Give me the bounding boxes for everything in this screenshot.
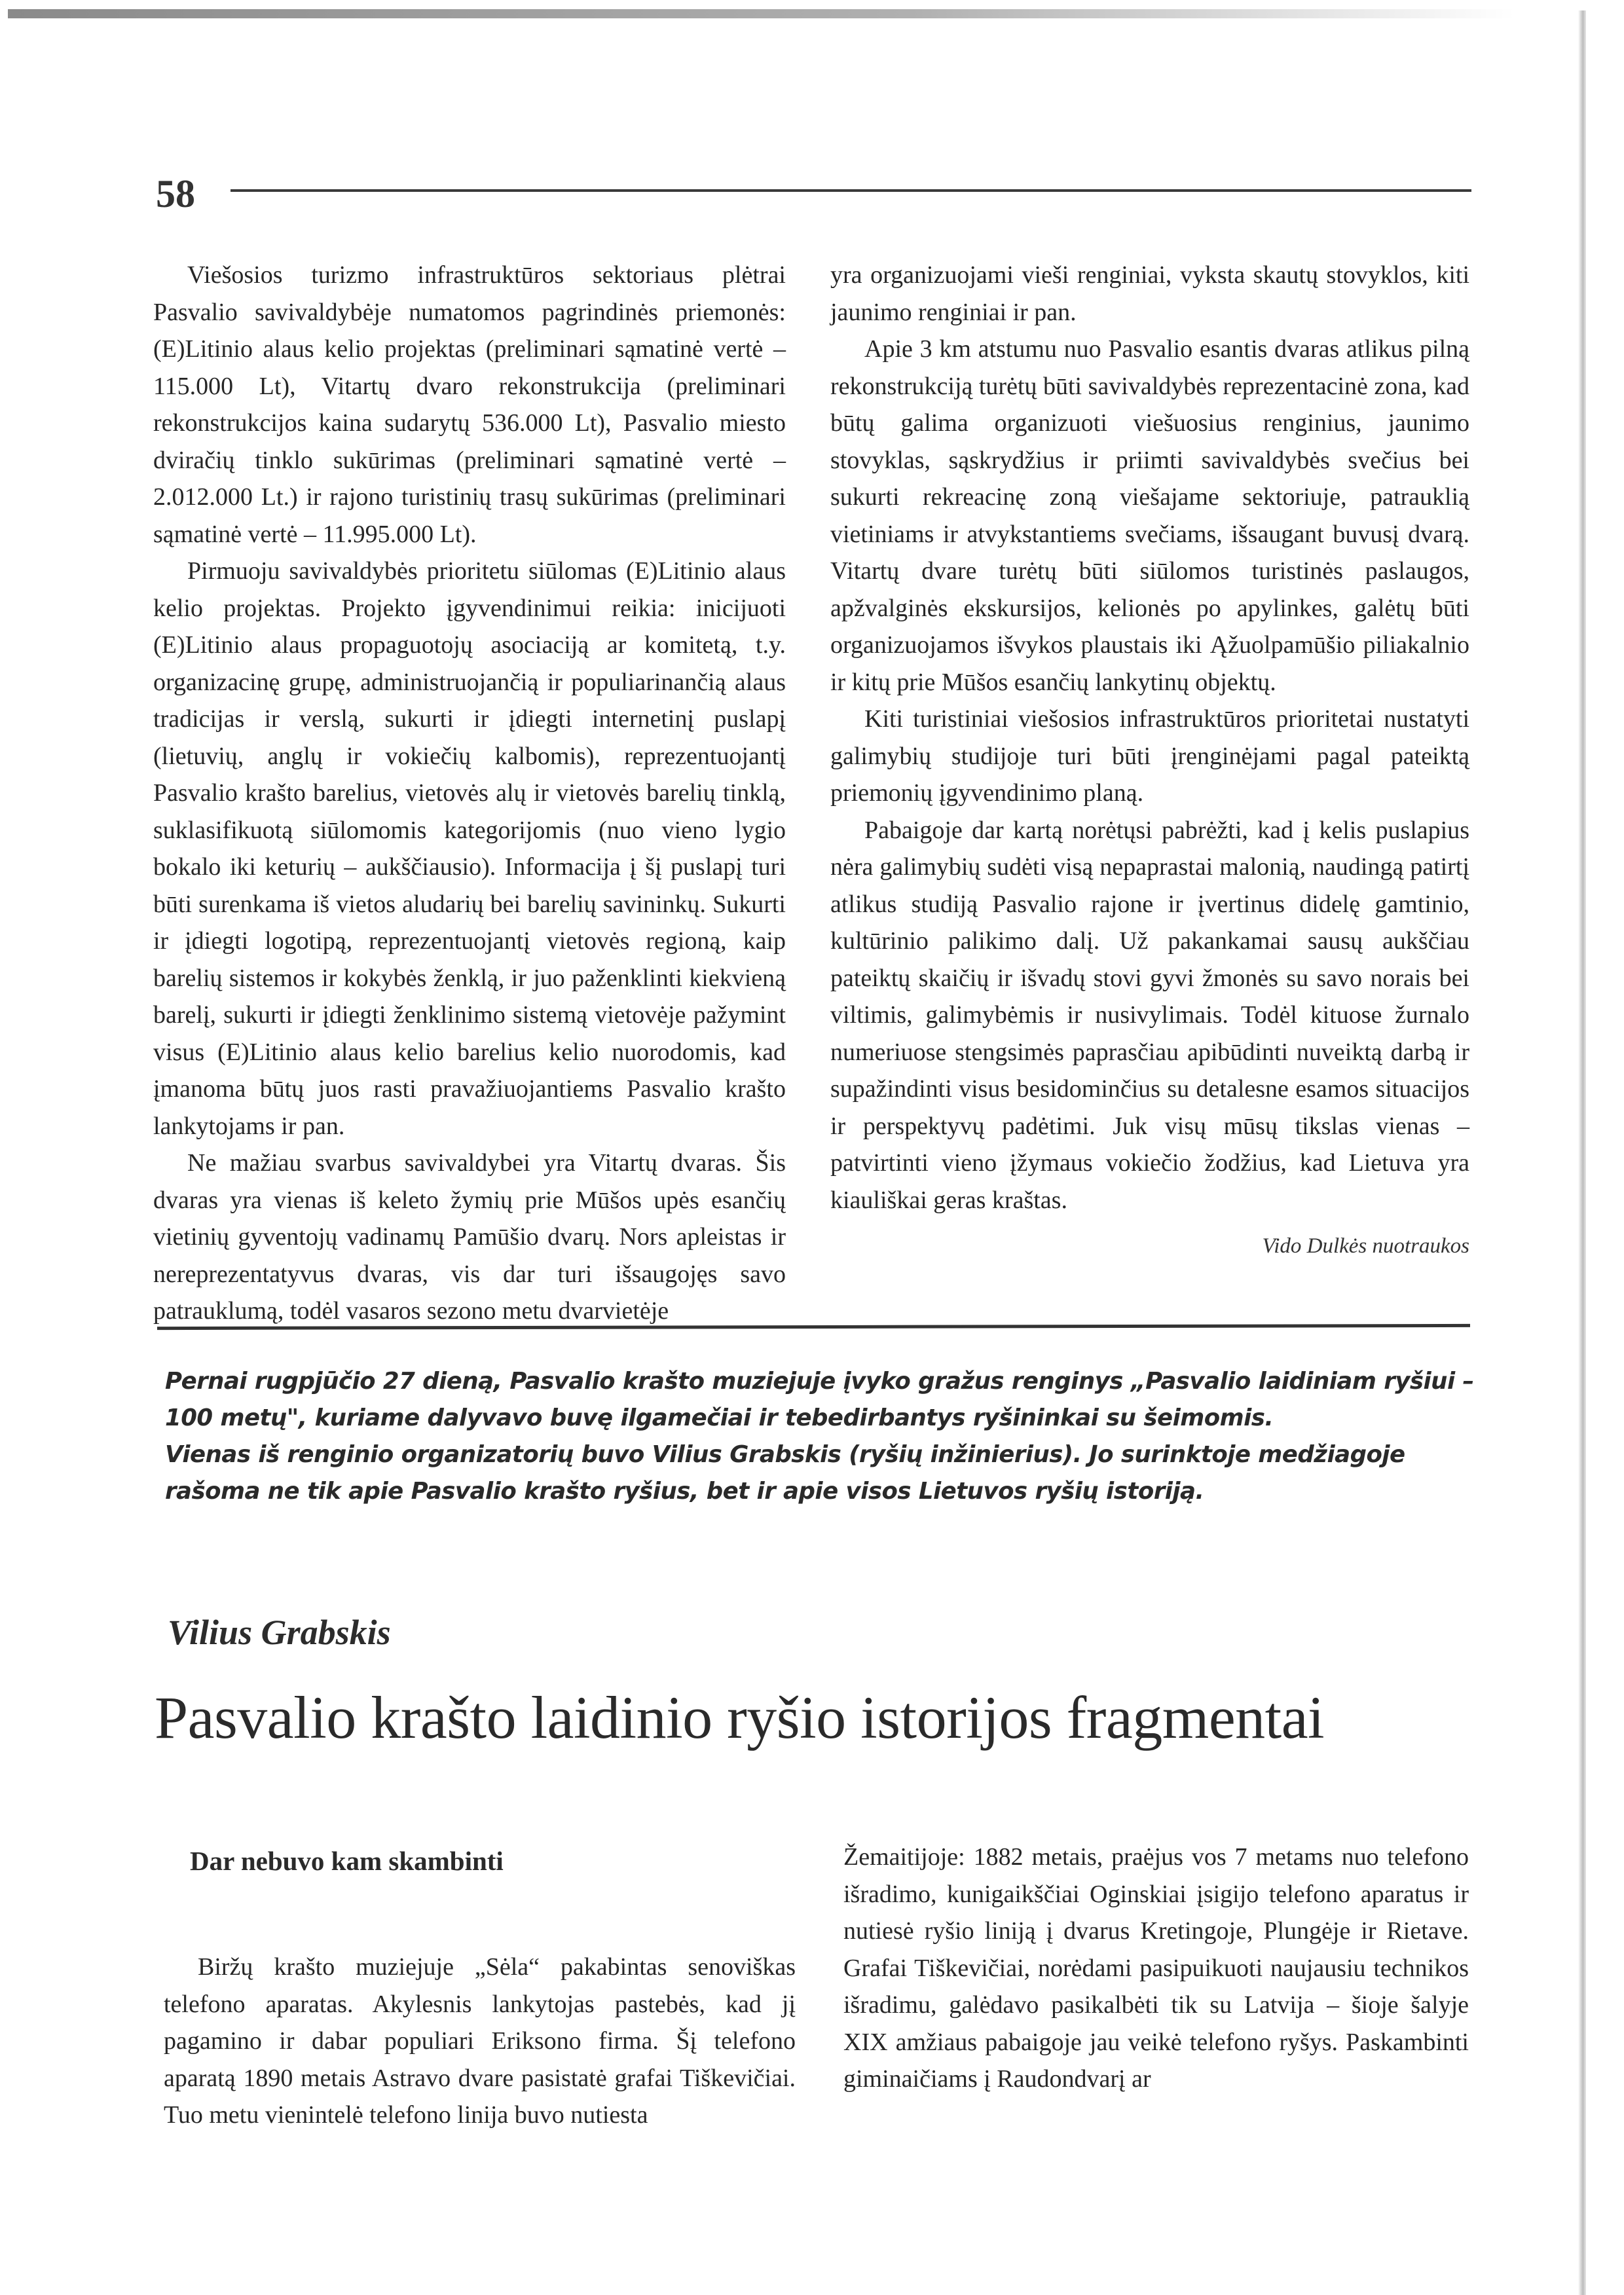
paragraph: Viešosios turizmo infrastruktūros sektoriaus plėtrai Pasvalio savivaldybėje numatomos pagrindinės priemonės: (E)Litinio alaus kelio projektas (preliminari sąmatinė vertė – 115.000 Lt), Vitartų dvaro rekonstrukcija (preliminari rekonstrukcijos kaina sudarytų 536.000 Lt), Pasvalio miesto dviračių tinklo sukūrimas (preliminari sąmatinė vertė – 2.012.000 Lt.) ir rajono turistinių trasų sukūrimas (preliminari sąmatinė vertė – 11.995.000 Lt).: [153, 261, 786, 548]
article-top-left-column: [153, 257, 786, 1330]
article-intro: [165, 1363, 1475, 1510]
article-top-right-column: [830, 257, 1469, 1265]
article-author: Vilius Grabskis: [168, 1613, 391, 1652]
paragraph: Biržų krašto muziejuje „Sėla“ pakabintas senoviškas telefono aparatas. Akylesnis lankytojas pastebės, kad jį pagamino ir dabar populiari Eriksono firma. Šį telefono aparatą 1890 metais Astravo dvare pasistatė grafai Tiškevičiai. Tuo metu vienintelė telefono linija buvo nutiesta: [164, 1953, 796, 2129]
scan-edge-right: [1578, 10, 1586, 2295]
photo-credit: Vido Dulkės nuotraukos: [1262, 1234, 1469, 1258]
paragraph: Pirmuoju savivaldybės prioritetu siūlomas (E)Litinio alaus kelio projektas. Projekto įgyvendinimui reikia: inicijuoti (E)Litinio alaus propaguotojų asociaciją ar komitetą, t.y. organizacinę grupę, administruojančią ir populiarinančią alaus tradicijas ir verslą, sukurti ir įdiegti internetinį puslapį (lietuvių, anglų ir vokiečių kalbomis), reprezentuojantį Pasvalio krašto barelius, vietovės alų ir vietovės barelių tinklą, suklasifikuotą siūlomomis kategorijomis (nuo vieno lygio bokalo iki keturių – aukščiausio). Informacija į šį puslapį turi būti surenkama iš vietos aludarių bei barelių savininkų. Sukurti ir įdiegti logotipą, reprezentuojantį vietovės regioną, kaip barelių sistemos ir kokybės ženklą, ir juo paženklinti kiekvieną barelį, sukurti ir įdiegti ženklinimo sistemą vietovėje pažymint visus (E)Litinio alaus kelio barelius kelio nuorodomis, kad įmanoma būtų juos rasti pravažiuojantiems Pasvalio krašto lankytojams ir pan.: [153, 557, 786, 1140]
paragraph: yra organizuojami vieši renginiai, vyksta skautų stovyklos, kiti jaunimo renginiai ir pan.: [830, 261, 1469, 326]
paragraph: Kiti turistiniai viešosios infrastruktūros prioritetai nustatyti galimybių studijoje turi būti įrenginėjami pagal pateiktą priemonių įgyvendinimo planą.: [830, 705, 1469, 807]
paragraph: Ne mažiau svarbus savivaldybei yra Vitartų dvaras. Šis dvaras yra vienas iš keleto žymių prie Mūšos upės esančių vietinių gyventojų vadinamų Pamūšio dvarų. Nors apleistas ir nereprezentatyvus dvaras, vis dar turi išsaugojęs savo patrauklumą, todėl vasaros sezono metu dvarvietėje: [153, 1149, 786, 1325]
scan-edge-top: [8, 9, 1514, 18]
paragraph: Žemaitijoje: 1882 metais, praėjus vos 7 metams nuo telefono išradimo, kunigaikščiai Oginskiai įsigijo telefono aparatus ir nutiesė ryšio liniją į dvarus Kretingoje, Plungėje ir Rietave. Grafai Tiškevičiai, norėdami pasipuikuoti naujausiu technikos išradimu, galėdavo pasikalbėti tik su Latvija – šioje šalyje XIX amžiaus pabaigoje jau veikė telefono ryšys. Paskambinti giminaičiams į Raudondvarį ar: [843, 1843, 1469, 2093]
article-title: Pasvalio krašto laidinio ryšio istorijos fragmentai: [155, 1684, 1325, 1751]
intro-paragraph: Pernai rugpjūčio 27 dieną, Pasvalio krašto muziejuje įvyko gražus renginys „Pasvalio laidiniam ryšiui – 100 metų", kuriame dalyvavo buvę ilgamečiai ir tebedirbantys ryšininkai su šeimomis.: [165, 1368, 1474, 1431]
article-bottom-left-column: [164, 1949, 796, 2134]
article-bottom-right-column: [843, 1839, 1469, 2098]
section-subheading: Dar nebuvo kam skambinti: [190, 1846, 504, 1876]
page-number: 58: [156, 172, 195, 215]
paragraph: Pabaigoje dar kartą norėtųsi pabrėžti, kad į kelis puslapius nėra galimybių sudėti visą nepaprastai malonią, naudingą patirtį atlikus studiją Pasvalio rajone ir įvertinus didelę gamtinio, kultūrinio palikimo dalį. Už pakankamai sausų aukščiau pateiktų skaičių ir išvadų stovi gyvi žmonės su savo norais bei viltimis, galimybėmis ir nusivylimais. Todėl kituose žurnalo numeriuose stengsimės paprasčiau apibūdinti nuveiktą darbą ir supažindinti visus besidominčius su detalesne esamos situacijos ir perspektyvų padėtimi. Juk visų mūsų tikslas vienas – patvirtinti vieno įžymaus vokiečio žodžius, kad Lietuva yra kiauliškai geras kraštas.: [830, 816, 1469, 1214]
header-rule: [231, 189, 1471, 192]
paragraph: Apie 3 km atstumu nuo Pasvalio esantis dvaras atlikus pilną rekonstrukciją turėtų būti savivaldybės reprezentacinė zona, kad būtų galima organizuoti viešuosius renginius, jaunimo stovyklas, sąskrydžius ir priimti savivaldybės svečius bei sukurti rekreacinę zoną viešajame sektoriuje, patrauklią vietiniams ir atvykstantiems svečiams, išsaugant buvusį dvarą. Vitartų dvare turėtų būti siūlomos turistinės paslaugos, apžvalginės ekskursijos, kelionės po apylinkes, galėtų būti organizuojamos išvykos plaustais iki Ąžuolpamūšio piliakalnio ir kitų prie Mūšos esančių lankytinų objektų.: [830, 335, 1469, 696]
intro-paragraph: Vienas iš renginio organizatorių buvo Vilius Grabskis (ryšių inžinierius). Jo surinktoje medžiagoje rašoma ne tik apie Pasvalio krašto ryšius, bet ir apie visos Lietuvos ryšių istoriją.: [165, 1441, 1405, 1505]
